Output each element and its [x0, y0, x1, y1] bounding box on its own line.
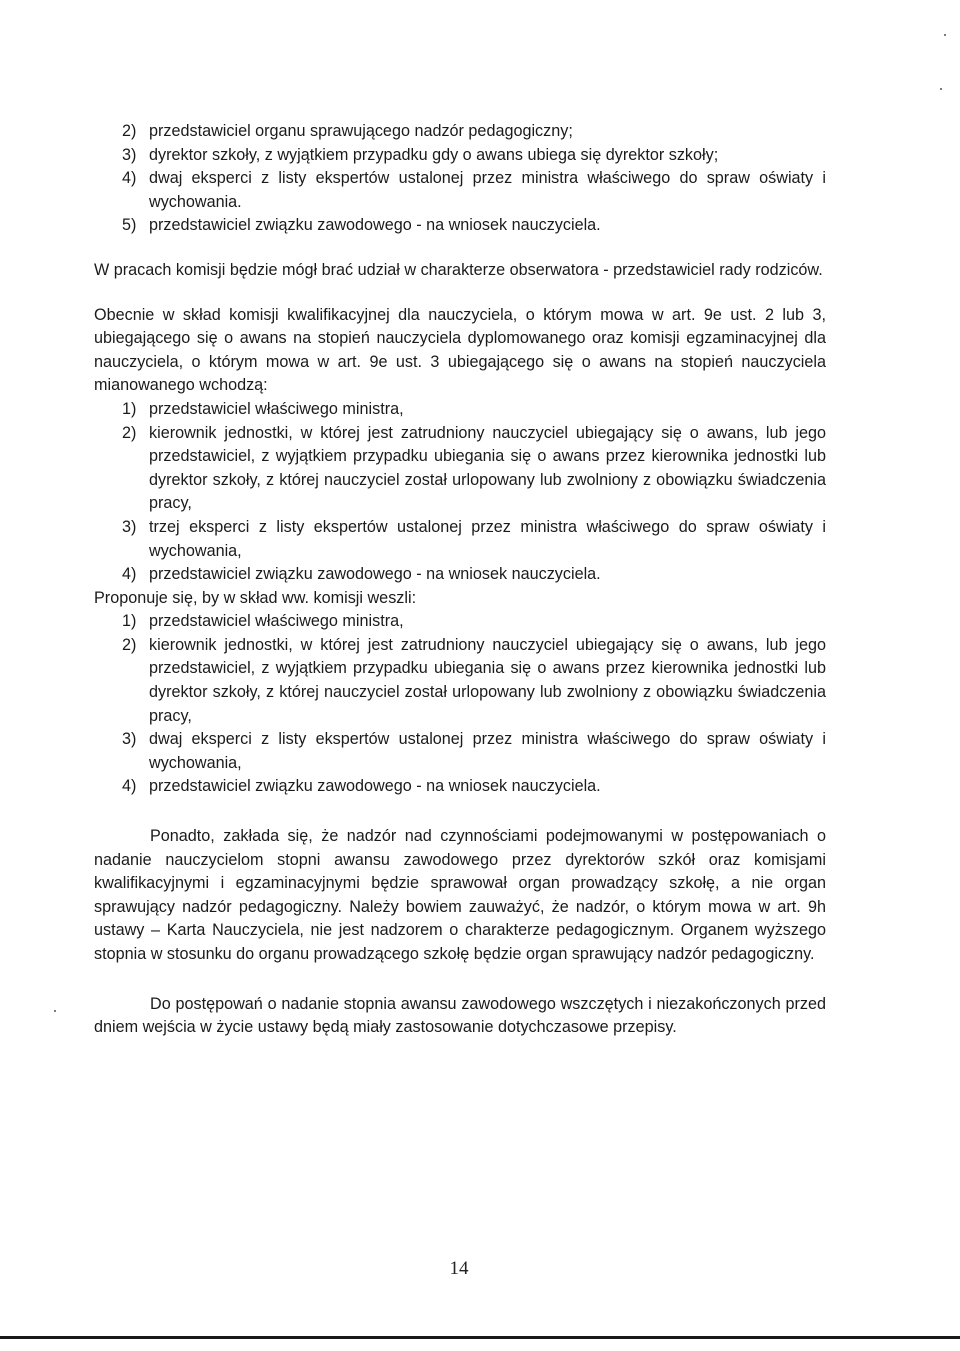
paragraph-observer: W pracach komisji będzie mógł brać udział w charakterze obserwatora - przedstawiciel rady rodziców. — [94, 260, 823, 279]
list-item-text: dwaj eksperci z listy ekspertów ustalonej przez ministra właściwego do spraw oświaty i wychowania. — [149, 169, 826, 211]
list-item-text: dwaj eksperci z listy ekspertów ustalonej przez ministra właściwego do spraw oświaty i wychowania, — [149, 730, 826, 772]
list-item-text: trzej eksperci z listy ekspertów ustalonej przez ministra właściwego do spraw oświaty i wychowania, — [149, 517, 826, 560]
list-item-number: 4) — [122, 777, 137, 796]
scan-speck — [54, 1010, 56, 1012]
list-item-number: 3) — [122, 145, 137, 164]
paragraph-transitional-provisions: Do postępowań o nadanie stopnia awansu zawodowego wszczętych i niezakończonych przed dniem wejścia w życie ustawy będą miały zastosowanie dotychczasowe przepisy. — [94, 994, 826, 1037]
list-item-number: 1) — [122, 612, 137, 631]
list-item — [94, 775, 826, 799]
list-item-number: 3) — [122, 517, 137, 536]
list-item — [94, 563, 826, 587]
paragraph-supervision: Ponadto, zakłada się, że nadzór nad czynnościami podejmowanymi w postępowaniach o nadanie nauczycielom stopni awansu zawodowego przez dyrektorów szkół oraz komisjami kwalifikacyjnymi i egzaminacyjnymi będzie sprawował organ prowadzący szkołę, a nie organ sprawujący nadzór pedagogiczny. Należy bowiem zauważyć, że nadzór, o którym mowa w art. 9h ustawy – Karta Nauczyciela, nie jest nadzorem o charakterze pedagogicznym. Organem wyższego stopnia w stosunku do organu prowadzącego szkołę będzie organ sprawujący nadzór pedagogiczny. — [94, 827, 826, 963]
list-item-text: przedstawiciel związku zawodowego - na wniosek nauczyciela. — [149, 565, 601, 584]
list-item-text: kierownik jednostki, w której jest zatrudniony nauczyciel ubiegający się o awans, lub jego przedstawiciel, z wyjątkiem przypadku ubiegania się o awans przez kierownika jednostki lub dyrektor szkoły, z której nauczyciel został urlopowany lub zwolniony z obowiązku świadczenia pracy, — [149, 635, 826, 725]
list-item — [94, 144, 826, 168]
list-item — [94, 214, 826, 238]
list-current-members — [94, 398, 826, 587]
list-item-text: przedstawiciel związku zawodowego - na wniosek nauczyciela. — [149, 216, 601, 235]
list-item — [94, 422, 826, 516]
list-item-text: przedstawiciel organu sprawującego nadzór pedagogiczny; — [149, 122, 573, 140]
list-item-text: dyrektor szkoły, z wyjątkiem przypadku gdy o awans ubiega się dyrektor szkoły; — [149, 145, 719, 164]
list-item — [94, 398, 826, 422]
list-item-number: 2) — [122, 423, 137, 442]
list-item-text: przedstawiciel związku zawodowego - na wniosek nauczyciela. — [149, 777, 601, 796]
list-item-text: przedstawiciel właściwego ministra, — [149, 399, 404, 418]
list-item-text: kierownik jednostki, w której jest zatrudniony nauczyciel ubiegający się o awans, lub jego przedstawiciel, z wyjątkiem przypadku ubiegania się o awans przez kierownika jednostki lub dyrektor szkoły, z której nauczyciel został urlopowany lub zwolniony z obowiązku świadczenia pracy, — [149, 423, 826, 513]
document-body — [94, 120, 826, 1040]
paragraph-proposal: Proponuje się, by w skład ww. komisji weszli: — [94, 588, 417, 607]
list-item-number: 1) — [122, 399, 137, 418]
list-item-number: 2) — [122, 122, 137, 140]
list-item — [94, 120, 826, 144]
paragraph-current-composition: Obecnie w skład komisji kwalifikacyjnej dla nauczyciela, o którym mowa w art. 9e ust. 2 lub 3, ubiegającego się o awans na stopień nauczyciela dyplomowanego oraz komisji egzaminacyjnej dla nauczyciela, o którym mowa w art. 9e ust. 3 ubiegającego się o awans na stopień nauczyciela mianowanego wchodzą: — [94, 305, 826, 395]
list-item-number: 4) — [122, 565, 137, 584]
page-number: 14 — [449, 1258, 469, 1279]
list-item-text: przedstawiciel właściwego ministra, — [149, 612, 404, 631]
list-proposed-members — [94, 610, 826, 799]
list-item — [94, 516, 826, 563]
list-item — [94, 728, 826, 775]
list-commission-members-top — [94, 120, 826, 238]
list-item-number: 4) — [122, 169, 137, 188]
list-item-number: 2) — [122, 635, 137, 654]
list-item-number: 3) — [122, 730, 137, 749]
scan-speck — [940, 88, 942, 90]
list-item — [94, 167, 826, 214]
list-item — [94, 610, 826, 634]
scan-edge-line — [0, 1336, 960, 1339]
scan-speck — [944, 34, 946, 36]
list-item-number: 5) — [122, 216, 137, 235]
list-item — [94, 634, 826, 728]
